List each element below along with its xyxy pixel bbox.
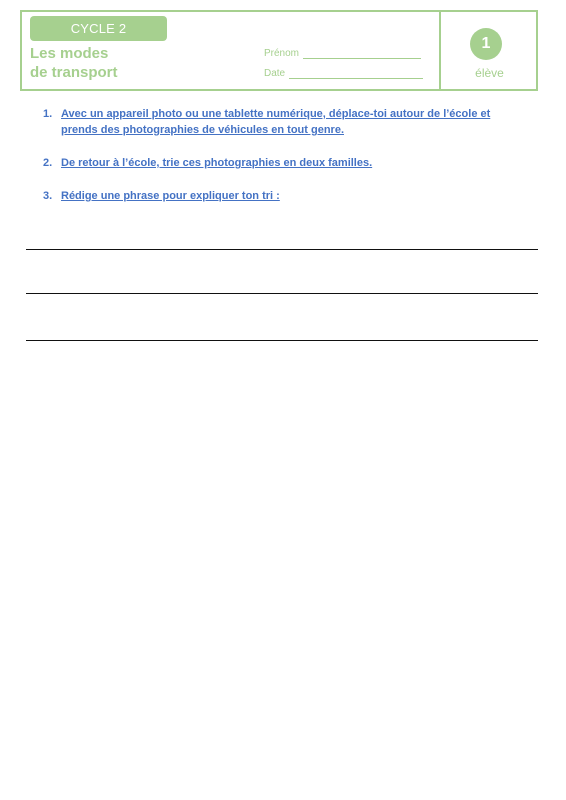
instruction-number: 2. [43, 157, 53, 169]
instruction-number: 3. [43, 190, 53, 202]
prenom-write-line[interactable] [303, 49, 421, 59]
instruction-list [43, 106, 525, 221]
answer-line[interactable] [26, 293, 538, 294]
date-field[interactable] [264, 68, 423, 79]
prenom-label: Prénom [264, 48, 300, 59]
instruction-text: De retour à l’école, trie ces photographies en deux familles. [61, 157, 373, 169]
answer-line[interactable] [26, 340, 538, 341]
date-label: Date [264, 68, 286, 79]
role-label: élève [475, 66, 504, 80]
instruction-item [43, 188, 525, 204]
worksheet-title-line-1: Les modes [30, 45, 109, 62]
worksheet-title-line-2: de transport [30, 64, 118, 81]
cycle-badge: CYCLE 2 [30, 16, 167, 41]
instruction-item [43, 106, 525, 138]
worksheet-header [20, 10, 538, 91]
date-write-line[interactable] [289, 69, 423, 79]
instruction-text: Avec un appareil photo ou une tablette numérique, déplace-toi autour de l’école et prends des photographies de véhicules en tout genre. [61, 108, 491, 136]
instruction-text: Rédige une phrase pour expliquer ton tri : [61, 190, 280, 202]
instruction-item [43, 155, 525, 171]
sheet-number-badge: 1 [470, 28, 502, 60]
instruction-number: 1. [43, 108, 53, 120]
prenom-field[interactable] [264, 48, 421, 59]
answer-line[interactable] [26, 249, 538, 250]
